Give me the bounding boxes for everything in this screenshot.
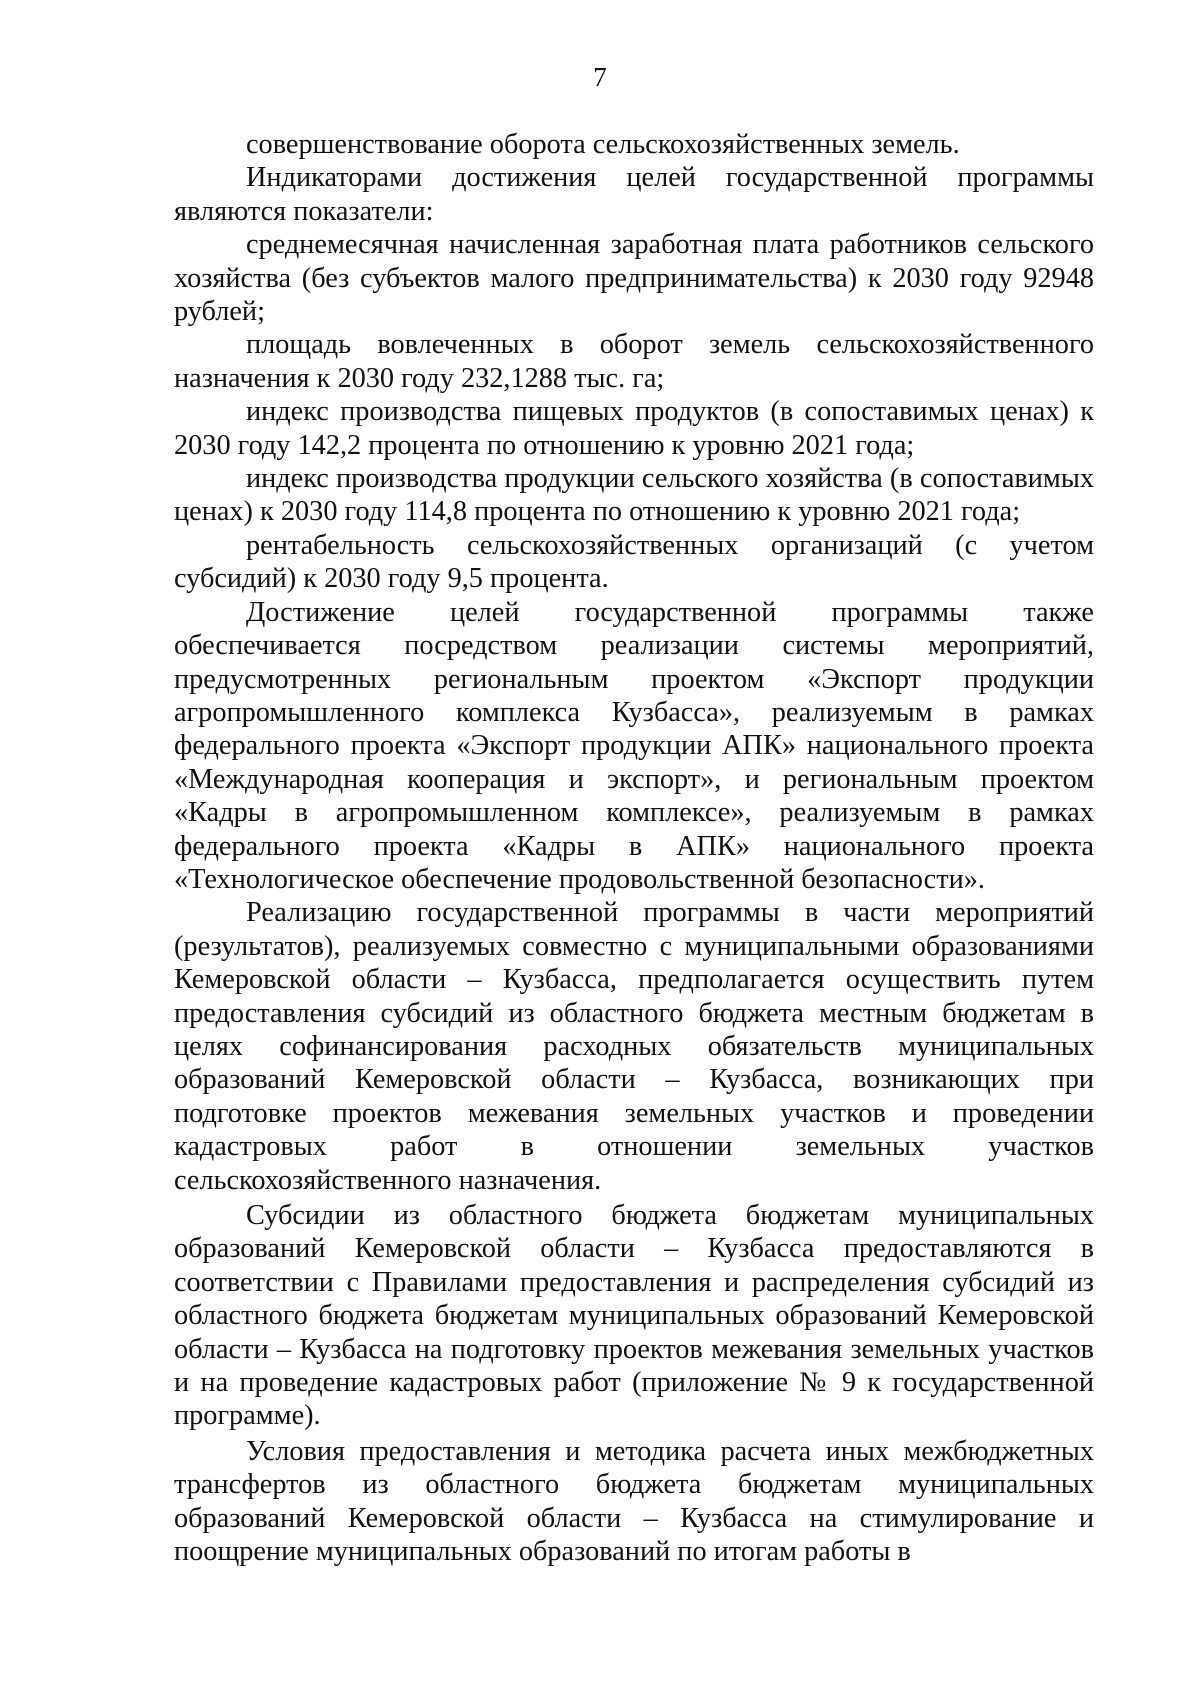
paragraph-land-turnover: совершенствование оборота сельскохозяйственных земель. xyxy=(246,129,960,160)
paragraph-indicator-profitability: рентабельность сельскохозяйственных организаций (с учетом субсидий) к 2030 году 9,5 процента. xyxy=(174,529,1094,595)
paragraph-indicator-agri-index: индекс производства продукции сельского хозяйства (в сопоставимых ценах) к 2030 году 114,8 процента по отношению к уровню 2021 года; xyxy=(174,463,1094,528)
paragraph-municipal-implementation: Реализацию государственной программы в части мероприятий (результатов), реализуемых совместно с муниципальными образованиями Кемеровской области – Кузбасса, предполагается осуществить путем предоставления субсидий из областного бюджета местным бюджетам в целях софинансирования расходных обязательств муниципальных образований Кемеровской области – Кузбасса, возникающих при подготовке проектов межевания земельных участков и проведении кадастровых работ в отношении земельных участков сельскохозяйственного назначения. xyxy=(174,897,1094,1196)
document-body xyxy=(174,128,1094,1568)
paragraph-interbudget-transfers: Условия предоставления и методика расчета иных межбюджетных трансфертов из областного бюджета бюджетам муниципальных образований Кемеровской области – Кузбасса на стимулирование и поощрение муниципальных образований по итогам работы в xyxy=(174,1435,1094,1568)
page-number: 7 xyxy=(593,62,607,92)
paragraph-regional-projects: Достижение целей государственной программы также обеспечивается посредством реализации системы мероприятий, предусмотренных региональным проектом «Экспорт продукции агропромышленного комплекса Кузбасса», реализуемым в рамках федерального проекта «Экспорт продукции АПК» национального проекта «Международная кооперация и экспорт», и региональным проектом «Кадры в агропромышленном комплексе», реализуемым в рамках федерального проекта «Кадры в АПК» национального проекта «Технологическое обеспечение продовольственной безопасности». xyxy=(174,596,1094,895)
paragraph-indicator-land-area: площадь вовлеченных в оборот земель сельскохозяйственного назначения к 2030 году 232,1288 тыс. га; xyxy=(174,329,1094,394)
paragraph-indicators-intro: Индикаторами достижения целей государственной программы являются показатели: xyxy=(174,162,1094,227)
paragraph-subsidies: Субсидии из областного бюджета бюджетам муниципальных образований Кемеровской области – Кузбасса предоставляются в соответствии с Правилами предоставления и распределения субсидий из областного бюджета бюджетам муниципальных образований Кемеровской области – Кузбасса на подготовку проектов межевания земельных участков и на проведение кадастровых работ (приложение № 9 к государственной программе). xyxy=(174,1200,1094,1432)
paragraph-indicator-food-index: индекс производства пищевых продуктов (в сопоставимых ценах) к 2030 году 142,2 процента по отношению к уровню 2021 года; xyxy=(174,396,1094,461)
paragraph-indicator-salary: среднемесячная начисленная заработная плата работников сельского хозяйства (без субъектов малого предпринимательства) к 2030 году 92948 рублей; xyxy=(174,229,1094,328)
